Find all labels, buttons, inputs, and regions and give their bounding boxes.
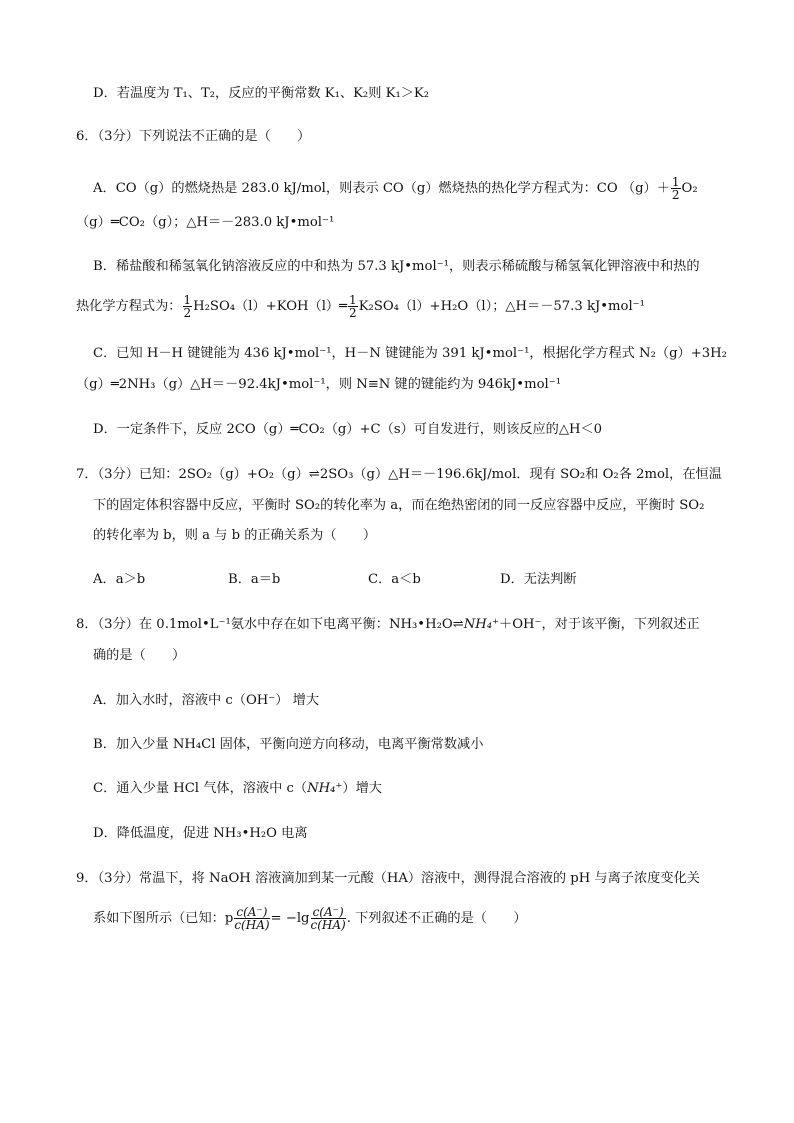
- q6-option-d: D．一定条件下，反应 2CO（g）═CO₂（g）+C（s）可自发进行，则该反应的△H＜0: [93, 422, 603, 437]
- q8-c-head: C．通入少量 HCl 气体，溶液中 c（: [93, 781, 308, 796]
- q7-option-a: A．a＞b: [93, 572, 146, 587]
- frac-num: c(A⁻): [311, 906, 346, 919]
- frac-num: c(A⁻): [234, 906, 269, 919]
- q6-option-c-line2: （g）═2NH₃（g）△H＝－92.4kJ•mol⁻¹，则 N≡N 键的键能约为 946kJ•mol⁻¹: [76, 377, 561, 392]
- q6-option-b-line1: B．稀盐酸和稀氢氧化钠溶液反应的中和热为 57.3 kJ•mol⁻¹，则表示稀硫酸与稀氢氧化钾溶液中和热的: [93, 259, 700, 274]
- q6-option-c-line1: C．已知 H－H 键键能为 436 kJ•mol⁻¹，H－N 键键能为 391 kJ•mol⁻¹，根据化学方程式 N₂（g）+3H₂: [93, 346, 727, 361]
- frac-den: 2: [671, 188, 680, 202]
- q8-option-c: [93, 779, 382, 799]
- q5-option-d: D．若温度为 T₁、T₂，反应的平衡常数 K₁、K₂则 K₁＞K₂: [93, 86, 430, 101]
- q8-stem-line1: [76, 615, 700, 635]
- q8-c-tail: ）增大: [342, 781, 382, 796]
- frac-den: 2: [349, 306, 357, 320]
- lg-fraction: [311, 906, 346, 931]
- q8-option-b: B．加入少量 NH₄Cl 固体，平衡向逆方向移动，电离平衡常数减小: [93, 737, 484, 752]
- frac-den: c(HA): [310, 918, 346, 932]
- q8-option-d: D．降低温度，促进 NH₃•H₂O 电离: [93, 826, 308, 841]
- q6-a-text: A．CO（g）的燃烧热是 283.0 kJ/mol，则表示 CO（g）燃烧热的热化学方程式为：CO （g）＋: [93, 181, 670, 196]
- frac-num: 1: [183, 293, 192, 307]
- q6-a-tail: O₂: [681, 181, 698, 196]
- frac-den: c(HA): [234, 918, 270, 932]
- q6-option-a-line1: [93, 176, 698, 201]
- ammonium-ion: NH₄⁺: [463, 617, 500, 632]
- q7-stem-line2: 下的固定体积容器中反应，平衡时 SO₂的转化率为 a，而在绝热密闭的同一反应容器中反应，平衡时 SO₂: [93, 498, 705, 513]
- q6-stem: 6．（3分）下列说法不正确的是（ ）: [76, 129, 311, 144]
- q9-stem-line1: 9．（3分）常温下，将 NaOH 溶液滴加到某一元酸（HA）溶液中，测得混合溶液的 pH 与离子浓度变化关: [76, 871, 700, 886]
- q8-tail: ＋OH⁻，对于该平衡，下列叙述正: [499, 617, 700, 632]
- frac-num: 1: [671, 175, 680, 189]
- frac-den: 2: [183, 306, 192, 320]
- q8-option-a: A．加入水时，溶液中 c（OH⁻） 增大: [93, 693, 320, 708]
- q9-tail: . 下列叙述不正确的是（ ）: [346, 911, 527, 926]
- q9-head: 系如下图所示（已知：p: [93, 911, 234, 926]
- ammonium-ion: NH₄⁺: [307, 781, 343, 796]
- frac-num: 1: [349, 293, 357, 307]
- q6-option-b-line2: [76, 294, 645, 319]
- q7-option-b: B．a＝b: [228, 572, 281, 587]
- q7-stem-line1: 7．（3分）已知：2SO₂（g）+O₂（g）⇌2SO₃（g）△H＝－196.6kJ/mol．现有 SO₂和 O₂各 2mol，在恒温: [76, 467, 722, 482]
- q6-option-a-line2: （g）═CO₂（g）；△H＝－283.0 kJ•mol⁻¹: [76, 215, 335, 230]
- q7-stem-line3: 的转化率为 b，则 a 与 b 的正确关系为（ ）: [93, 528, 377, 543]
- q6-b-head: 热化学方程式为：: [76, 299, 182, 314]
- q9-eq: = −lg: [270, 911, 310, 926]
- q7-option-c: C．a＜b: [368, 572, 421, 587]
- q7-option-d: D．无法判断: [500, 572, 577, 587]
- q6-b-mid: H₂SO₄（l）+KOH（l）═: [193, 299, 348, 314]
- pka-fraction: [234, 906, 269, 931]
- half-fraction: [183, 294, 193, 319]
- half-fraction: [348, 294, 358, 319]
- half-fraction: [671, 176, 681, 201]
- q9-stem-line2: [93, 906, 527, 931]
- q6-b-tail: K₂SO₄（l）+H₂O（l）；△H＝－57.3 kJ•mol⁻¹: [358, 299, 645, 314]
- q8-stem-line2: 确的是（ ）: [93, 648, 186, 663]
- q8-head: 8．（3分）在 0.1mol•L⁻¹氨水中存在如下电离平衡：NH₃•H₂O⇌: [76, 617, 464, 632]
